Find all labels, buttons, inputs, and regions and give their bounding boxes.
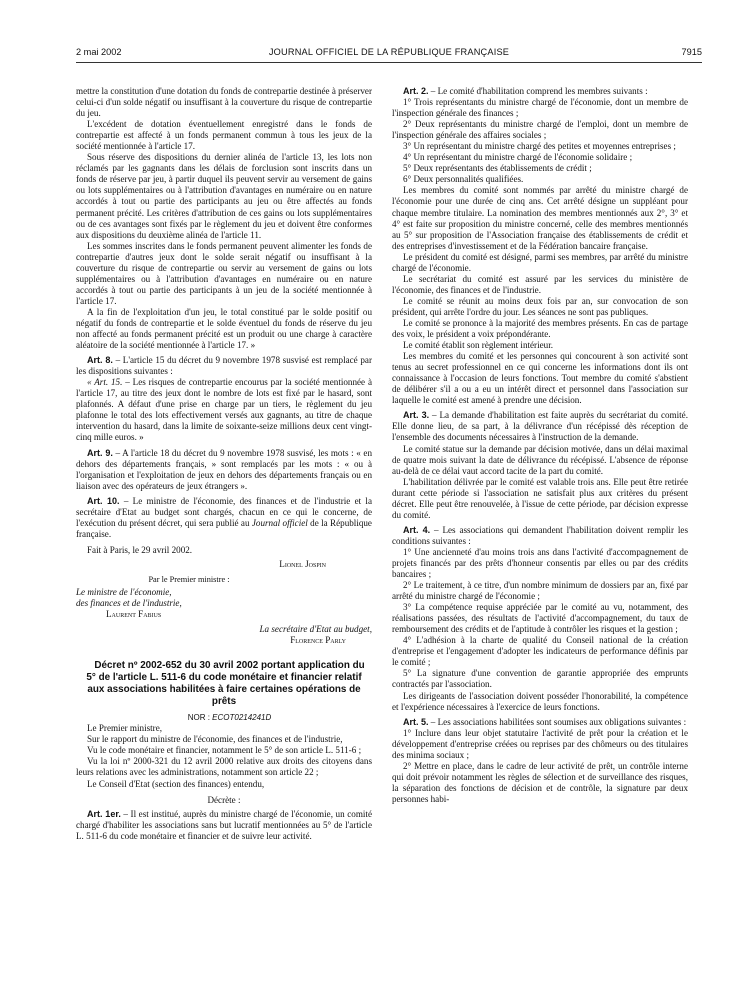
paragraph: Le président du comité est désigné, parmi ses membres, par arrêté du ministre chargé de l'économie. [392, 251, 688, 273]
list-item: 3° La compétence requise appréciée par le comité au vu, notamment, des réalisations passées, des résultats de l'activité d'accompagnement, du taux de remboursement des crédits et de l'aptitude à contrôler les risques et la gestion ; [392, 602, 688, 635]
paragraph: L'excédent de dotation éventuellement enregistré dans le fonds de contrepartie est affecté à un fonds permanent commun à tous les jeux de la société mentionnée à l'article 17. [76, 119, 372, 152]
nor-label: NOR : [187, 713, 213, 723]
header-page-number: 7915 [681, 47, 702, 57]
header-journal-title: JOURNAL OFFICIEL DE LA RÉPUBLIQUE FRANÇAISE [268, 47, 510, 57]
secretaire-line: La secrétaire d'Etat au budget, [259, 624, 372, 635]
list-item: 5° La signature d'une convention de garantie appropriée des emprunts contractés par l'association. [392, 668, 688, 690]
paragraph: Sur le rapport du ministre de l'économie, des finances et de l'industrie, [87, 734, 343, 745]
decree-title: Décret nº 2002-652 du 30 avril 2002 portant application du 5° de l'article L. 511-6 du code monétaire et financier relatif aux associations habilitées à faire certaines opérations de prêts [86, 660, 365, 708]
article-text: – Le comité d'habilitation comprend les membres suivants : [428, 86, 648, 96]
article-text: – Il est institué, auprès du ministre chargé de l'économie, un comité chargé d'habiliter les associations sans but lucratif mentionnées au 5° de l'article L. 511-6 du code monétaire et financier et de suivre leur activité. [76, 808, 372, 841]
nor-reference [76, 712, 372, 723]
list-item: 1° Inclure dans leur objet statutaire l'activité de prêt pour la création et le développement d'entreprise créées ou reprises par des chômeurs ou des titulaires des minima sociaux ; [392, 727, 688, 760]
journal-officiel-italic: Journal officiel [251, 517, 308, 528]
list-item: 5° Deux représentants des établissements de crédit ; [403, 163, 592, 174]
paragraph: mettre la constitution d'une dotation du fonds de contrepartie destinée à préserver celui-ci d'un solde négatif ou insuffisant à la couverture du risque de contrepartie du jeu. [76, 86, 372, 119]
article-label: Art. 8. [87, 355, 113, 366]
article-text: – Les associations habilitées sont soumises aux obligations suivantes : [428, 716, 687, 727]
paragraph: Les membres du comité et les personnes qui concourent à son activité sont tenus au secret professionnel en ce qui concerne les informations dont ils ont connaissance à l'occasion de leurs fonctions. Tout membre du comité s'abstient de délibérer s'il a ou a eu un intérêt direct et personnel dans l'association sur laquelle le comité est amené à prendre une décision. [392, 351, 688, 406]
par-premier-ministre: Par le Premier ministre : [148, 574, 230, 584]
article-2 [392, 86, 688, 97]
list-item: 2° Mettre en place, dans le cadre de leur activité de prêt, un contrôle interne qui doit prévoir notamment les règles de sélection et de surveillance des risques, la séparation des fonctions de décision et de contrôle, la signature par deux personnes habi- [392, 760, 688, 804]
nor-code: ECOT0214241D [212, 713, 272, 723]
article-text: – A l'article 18 du décret du 9 novembre 1978 susvisé, les mots : « en dehors des départements français, » sont remplacés par les mots : « ou à l'organisation et l'exploitation de jeux en dehors des départements français ou en liaison avec des opérateurs de jeux étrangers ». [76, 447, 372, 491]
article-text: de la République française. [76, 517, 372, 539]
header-date: 2 mai 2002 [76, 47, 122, 57]
signature-parly: Florence Parly [290, 635, 346, 646]
signing-place-date: Fait à Paris, le 29 avril 2002. [87, 544, 193, 555]
left-column [76, 86, 372, 842]
article-label: Art. 4. [403, 524, 431, 535]
paragraph: Le Conseil d'Etat (section des finances) entendu, [87, 778, 265, 789]
list-item: 3° Un représentant du ministre chargé des petites et moyennes entreprises ; [403, 141, 676, 152]
list-item: 2° Deux représentants du ministre chargé de l'emploi, dont un membre de l'inspection générale des affaires sociales ; [392, 119, 688, 141]
paragraph: Vu la loi nº 2000-321 du 12 avril 2000 relative aux droits des citoyens dans leurs relations avec les administrations, notamment son article 22 ; [76, 756, 372, 778]
article-15-quote [76, 377, 372, 443]
article-label: Art. 3. [403, 410, 430, 421]
running-header [76, 44, 702, 62]
paragraph: Le Premier ministre, [87, 723, 163, 734]
article-text: – Le ministre de l'économie, des finances et de l'industrie et la secrétaire d'Etat au budget sont chargés, chacun en ce qui le concerne, de l'exécution du présent décret, qui sera publié au [76, 495, 372, 528]
article-text: – La demande d'habilitation est faite auprès du secrétariat du comité. Elle donne lieu, de sa part, à la délivrance d'un récépissé dès réception de l'ensemble des documents nécessaires à l'instruction de la demande. [392, 410, 688, 443]
article-1 [76, 809, 372, 842]
paragraph: Le secrétariat du comité est assuré par les services du ministère de l'économie, des finances et de l'industrie. [392, 273, 688, 295]
list-item: 1° Trois représentants du ministre chargé de l'économie, dont un membre de l'inspection générale des finances ; [392, 97, 688, 119]
article-8 [76, 355, 372, 377]
article-label: Art. 2. [403, 86, 429, 96]
paragraph: Sous réserve des dispositions du dernier alinéa de l'article 13, les lots non réclamés par les gagnants dans les délais de forclusion sont inscrits dans un fonds de réserve par jeu, à partir duquel ils peuvent servir au versement de gains ou lots supplémentaires ou à l'attribution d'avantages en numéraire ou en nature accordés à tout ou partie des participants au jeu ou être affectés au fonds permanent précité. Les critères d'attribution de ces gains ou lots supplémentaires ou de ces avantages sont fixés par le règlement du jeu et doivent être conformes aux dispositions du deuxième alinéa de l'article 11. [76, 152, 372, 240]
paragraph: Les membres du comité sont nommés par arrêté du ministre chargé de l'économie pour une durée de cinq ans. Cet arrêté désigne un suppléant pour chaque membre titulaire. La nomination des membres mentionnés aux 2°, 3° et 4° est faite sur proposition du ministre concerné, celle des membres mentionnés au 5° sur proposition de l'Association française des établissements de crédit et des entreprises d'investissement et de la Fédération bancaire française. [392, 185, 688, 251]
ministre-line-2: des finances et de l'industrie, [76, 598, 182, 609]
article-text: – Les associations qui demandent l'habilitation doivent remplir les conditions suivantes : [392, 524, 688, 546]
paragraph: Vu le code monétaire et financier, notamment le 5° de son article L. 511-6 ; [87, 745, 362, 756]
article-text: – L'article 15 du décret du 9 novembre 1978 susvisé est remplacé par les dispositions suivantes : [76, 355, 372, 377]
article-4 [392, 525, 688, 547]
list-item: 4° L'adhésion à la charte de qualité du Conseil national de la création d'entreprise et l'engagement d'adopter les indicateurs de performance définis par le comité ; [392, 635, 688, 668]
article-3 [392, 410, 688, 443]
article-5 [392, 717, 688, 728]
article-label: « Art. 15. [87, 377, 123, 388]
paragraph: A la fin de l'exploitation d'un jeu, le total constitué par le solde positif ou négatif du fonds de contrepartie et le solde éventuel du fonds de réserve du jeu non affecté au fonds permanent précité est un produit ou une charge à caractère aléatoire de la société mentionnée à l'article 17. » [76, 306, 372, 351]
header-rule [76, 62, 702, 63]
paragraph: L'habilitation délivrée par le comité est valable trois ans. Elle peut être retirée durant cette période si l'association ne satisfait plus aux critères du présent décret. Elle peut être renouvelée, à l'issue de cette période, par décision expresse du comité. [392, 476, 688, 520]
list-item: 1° Une ancienneté d'au moins trois ans dans l'activité d'accompagnement de projets financés par des prêts d'honneur consentis par elles ou par des crédits bancaires ; [392, 546, 688, 580]
ministre-line-1: Le ministre de l'économie, [76, 587, 172, 598]
article-label: Art. 5. [403, 716, 429, 727]
list-item: 2° Le traitement, à ce titre, d'un nombre minimum de dossiers par an, fixé par arrêté du ministre chargé de l'économie ; [392, 580, 688, 602]
article-label: Art. 10. [87, 495, 120, 506]
article-text: – Les risques de contrepartie encourus par la société mentionnée à l'article 17, au titre des jeux dont le nombre de lots est fixé par le hasard, sont plafonnés. A défaut d'une prise en charge par un tiers, le règlement du jeu plafonne le total des lots effectivement versés aux gagnants, au titre de chaque intervention du hasard, dans la limite de soixante-seize millions deux cent vingt-cinq mille euros. » [76, 377, 372, 443]
paragraph: Le comité établit son règlement intérieur. [403, 340, 553, 351]
paragraph: Les sommes inscrites dans le fonds permanent peuvent alimenter les fonds de contrepartie d'autres jeux dont le solde serait négatif ou insuffisant à la couverture du risque de contrepartie ou servir au versement de gains ou lots supplémentaires ou à l'attribution d'avantages en numéraire ou en nature accordés à tout ou partie des participants à un jeu de la société mentionnée à l'article 17. [76, 240, 372, 306]
article-9 [76, 448, 372, 492]
article-10 [76, 496, 372, 540]
right-column [392, 86, 688, 805]
decrete: Décrète : [207, 794, 241, 805]
article-label: Art. 1er. [87, 808, 121, 819]
signature-fabius: Laurent Fabius [106, 609, 162, 620]
signature-jospin: Lionel Jospin [279, 558, 326, 569]
paragraph: Le comité se prononce à la majorité des membres présents. En cas de partage des voix, le président a voix prépondérante. [392, 317, 688, 340]
list-item: 4° Un représentant du ministre chargé de l'économie solidaire ; [403, 152, 633, 163]
list-item: 6° Deux personnalités qualifiées. [403, 174, 524, 185]
article-label: Art. 9. [87, 447, 113, 458]
paragraph: Le comité se réunit au moins deux fois par an, sur convocation de son président, qui arrête l'ordre du jour. Les séances ne sont pas publiques. [392, 295, 688, 317]
paragraph: Le comité statue sur la demande par décision motivée, dans un délai maximal de quatre mois suivant la date de délivrance du récépissé. L'absence de réponse au-delà de ce délai vaut accord tacite de la part du comité. [392, 443, 688, 476]
paragraph: Les dirigeants de l'association doivent posséder l'honorabilité, la compétence et l'expérience nécessaires à l'exercice de leurs fonctions. [392, 690, 688, 712]
